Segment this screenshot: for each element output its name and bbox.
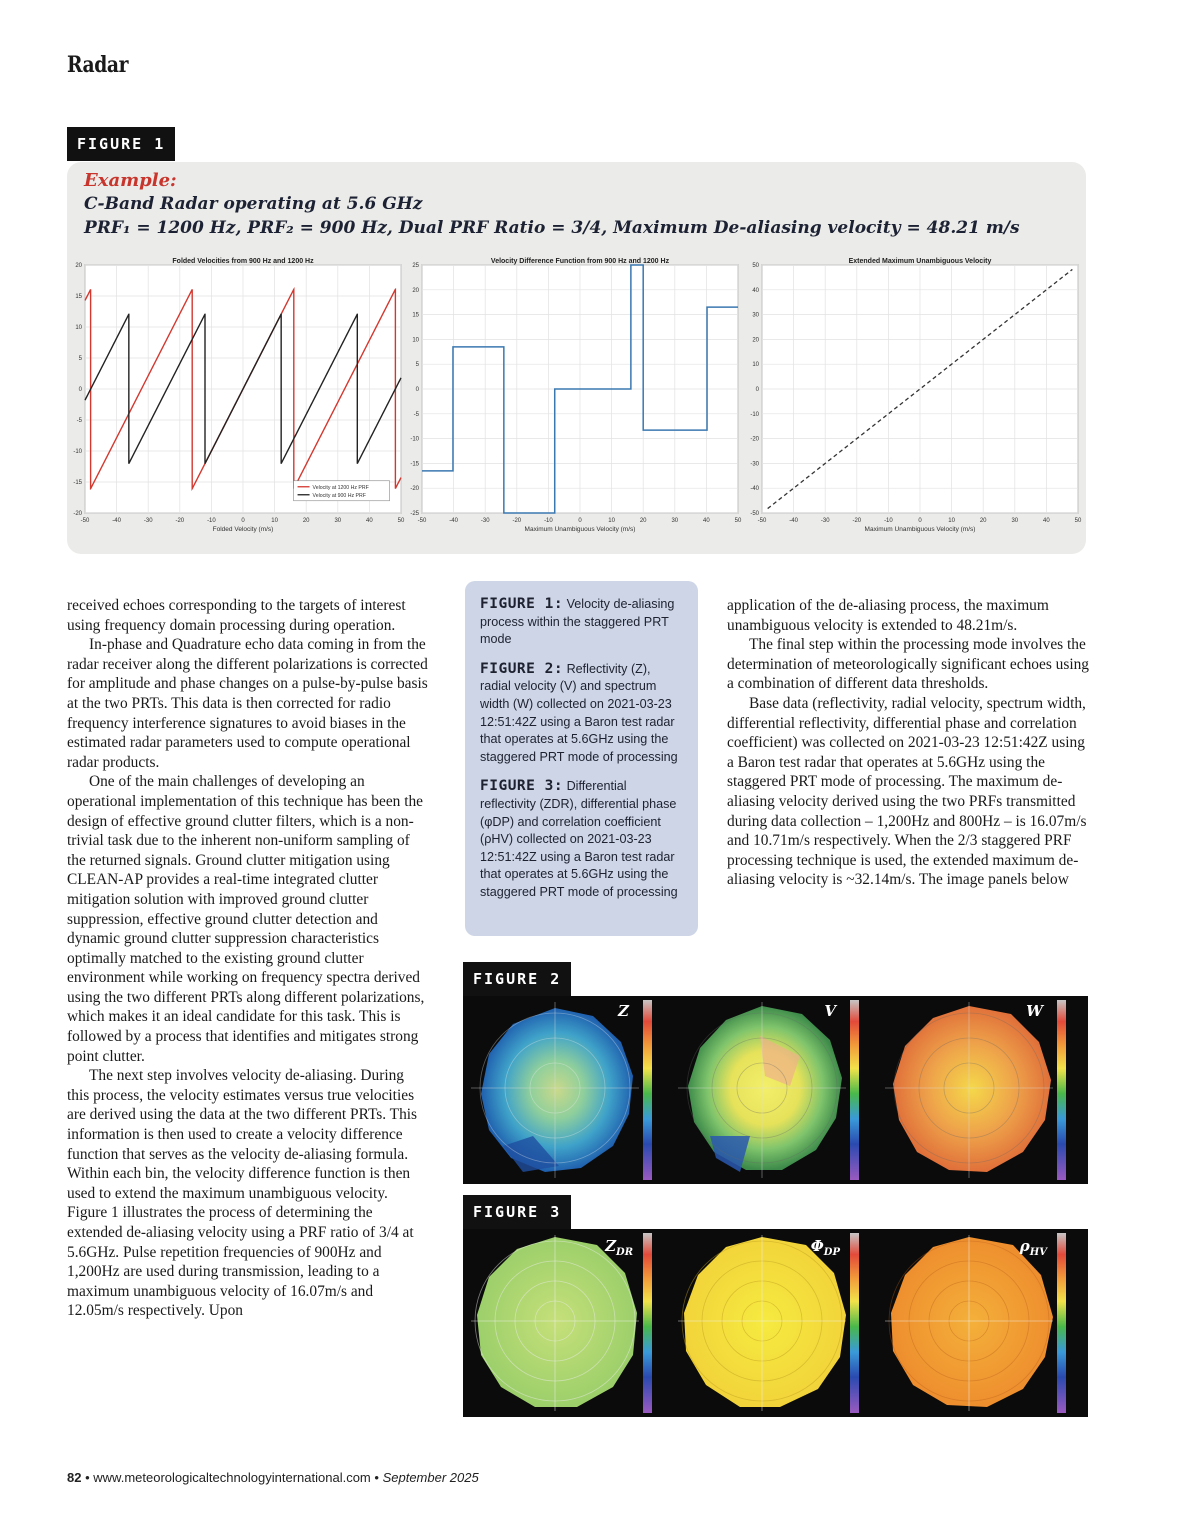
radar-panel-rhohv: [885, 1233, 1066, 1413]
caption-label: FIGURE 1:: [480, 596, 564, 612]
y-tick-label: -5: [76, 418, 82, 424]
caption-text: Reflectivity (Z), radial velocity (V) and spectrum width (W) collected on 2021-03-23 12:51:42Z using a Baron test radar that operates at 5.6GHz using the staggered PRT mode of processing: [480, 661, 678, 764]
x-tick-label: -40: [789, 518, 798, 524]
section-heading: Radar: [67, 52, 129, 78]
panel-label-zdr-sub: DR: [616, 1247, 633, 1258]
x-axis-label: Folded Velocity (m/s): [212, 526, 274, 533]
radar-panel-zdr: [471, 1233, 652, 1413]
panel-label-w: W: [1026, 1002, 1043, 1020]
x-tick-label: 0: [918, 518, 922, 524]
y-tick-label: 20: [75, 263, 82, 269]
x-tick-label: 0: [241, 518, 245, 524]
x-axis-label: Maximum Unambiguous Velocity (m/s): [524, 526, 636, 533]
panel-label-phidp-sub: DP: [823, 1247, 840, 1258]
y-tick-label: 0: [415, 387, 419, 393]
x-tick-label: 50: [397, 518, 405, 524]
x-tick-label: 10: [608, 518, 615, 524]
paragraph: One of the main challenges of developing an operational implementation of this technique has been the design of effective ground clutter filters, which is a non-trivial task due to the inherent non-uniform sampling of the returned signals. Ground clutter mitigation using CLEAN-AP provides a real-time integrated clutter mitigation solution with improved ground clutter suppression, effective ground clutter detection and dynamic ground clutter suppression characteristics optimally matched to the existing ground clutter environment while working on frequency spectra derived using the two different PRTs along different polarizations, which makes it an ideal candidate for this task. This is followed by a process that identifies and mitigates strong point clutter.: [67, 773, 425, 1065]
x-tick-label: -20: [852, 518, 862, 524]
legend-label-1200hz: Velocity at 1200 Hz PRF: [312, 484, 369, 491]
y-tick-label: -50: [750, 511, 759, 517]
x-tick-label: 50: [1074, 518, 1082, 524]
x-tick-label: -30: [143, 518, 153, 524]
x-tick-label: -10: [544, 518, 553, 524]
caption-figure3: [480, 778, 684, 901]
paragraph: The next step involves velocity de-aliasing. During this process, the velocity estimates versus true velocities are derived using the data at the two different PRTs. This information is then used to create a velocity difference function that serves as the velocity de-aliasing formula. Within each bin, the velocity difference function is then used to extend the maximum unambiguous velocity. Figure 1 illustrates the process of determining the extended de-aliasing velocity using a PRF ratio of 3/4 at 5.6GHz. Pulse repetition frequencies of 900Hz and 1,200Hz are used during transmission, leading to a maximum unambiguous velocity of 16.07m/s and 12.05m/s respectively. Upon: [67, 1067, 418, 1320]
figure2-tag: FIGURE 2: [463, 962, 571, 996]
x-tick-label: -40: [112, 518, 121, 524]
panel-label-phidp-main: Φ: [810, 1237, 824, 1255]
panel-label-rhohv: [1019, 1237, 1048, 1258]
x-tick-label: -20: [512, 518, 522, 524]
panel-label-zdr: [604, 1237, 633, 1258]
y-tick-label: -10: [410, 436, 419, 443]
chart-title: Velocity Difference Function from 900 Hz and 1200 Hz: [490, 258, 670, 265]
legend-label-900hz: Velocity at 900 Hz PRF: [312, 492, 366, 499]
y-tick-label: 20: [752, 337, 759, 344]
figure3-tag: FIGURE 3: [463, 1195, 571, 1229]
x-tick-label: 40: [703, 518, 710, 524]
x-tick-label: 10: [948, 518, 955, 524]
x-tick-label: 40: [1043, 518, 1050, 524]
x-tick-label: 10: [271, 518, 278, 524]
folded-velocity-chart: [67, 254, 412, 544]
extended-velocity-chart: [744, 254, 1086, 544]
radar-panel-w: [885, 1000, 1066, 1180]
y-tick-label: 5: [78, 356, 82, 362]
x-tick-label: -30: [480, 518, 490, 524]
figure1-panel: [67, 162, 1086, 554]
x-tick-label: 20: [302, 518, 310, 524]
y-tick-label: -30: [750, 461, 759, 468]
radar-panel-v: [678, 1000, 859, 1180]
y-tick-label: -5: [413, 411, 419, 418]
caption-text: Differential reflectivity (ZDR), differential phase (φDP) and correlation coefficient (ρHV) collected on 2021-03-23 12:51:42Z using a Baron test radar that operates at 5.6GHz using the staggered PRT mode of processing: [480, 779, 678, 899]
x-tick-label: 30: [671, 518, 679, 524]
x-tick-label: 30: [334, 518, 342, 524]
y-tick-label: -15: [410, 461, 419, 468]
caption-box: [465, 581, 698, 936]
y-tick-label: 40: [752, 287, 759, 294]
y-tick-label: 20: [412, 287, 419, 294]
caption-label: FIGURE 3:: [480, 778, 564, 795]
y-tick-label: -40: [750, 486, 759, 493]
radar-panel-z: [471, 1000, 652, 1180]
y-tick-label: 25: [412, 263, 419, 269]
panel-label-v: V: [824, 1002, 836, 1020]
y-tick-label: 0: [78, 387, 82, 393]
x-axis-label: Maximum Unambiguous Velocity (m/s): [864, 526, 976, 533]
x-tick-label: -10: [884, 518, 893, 524]
y-tick-label: 15: [412, 312, 419, 319]
body-text-left: [67, 596, 429, 1321]
paragraph: In-phase and Quadrature echo data coming in from the radar receiver along the different polarizations is corrected for amplitude and phase changes on a pulse-by-pulse basis at the two PRTs. This data is then corrected for radio frequency interference signatures to avoid biases in the estimated radar parameters used to compute operational radar products.: [67, 636, 428, 771]
x-tick-label: 20: [639, 518, 647, 524]
page-footer: [67, 1470, 479, 1485]
panel-label-rhohv-sub: HV: [1029, 1247, 1047, 1258]
footer-separator: •: [374, 1470, 379, 1485]
paragraph: The final step within the processing mode involves the determination of meteorologically significant echoes using a combination of different data thresholds.: [727, 636, 1090, 693]
y-tick-label: -10: [73, 449, 82, 455]
example-label: Example:: [84, 170, 177, 191]
figure3-radar-panels: [463, 1229, 1088, 1417]
y-tick-label: -20: [73, 511, 82, 517]
x-tick-label: -30: [820, 518, 830, 524]
example-band-line: C-Band Radar operating at 5.6 GHz: [84, 194, 423, 214]
panel-label-phidp: [811, 1237, 841, 1258]
chart-title: Folded Velocities from 900 Hz and 1200 Hz: [172, 258, 314, 265]
y-tick-label: 30: [752, 312, 759, 319]
y-tick-label: 10: [752, 362, 759, 369]
caption-label: FIGURE 2:: [480, 660, 564, 677]
x-tick-label: -10: [207, 518, 216, 524]
x-tick-label: -20: [175, 518, 185, 524]
x-tick-label: -50: [80, 518, 90, 524]
y-tick-label: -25: [410, 511, 419, 517]
page-number: 82: [67, 1470, 82, 1485]
panel-label-rhohv-main: ρ: [1019, 1237, 1030, 1255]
footer-separator: •: [85, 1470, 90, 1485]
paragraph: Base data (reflectivity, radial velocity, spectrum width, differential reflectivity, differential phase and correlation coefficient) was collected on 2021-03-23 12:51:42Z using a Baron test radar that operates at 5.6GHz using the staggered PRT mode of processing. The maximum de-aliasing velocity derived using the two PRFs transmitted during data collection – 1,200Hz and 800Hz – is 16.07m/s and 10.71m/s respectively. When the 2/3 staggered PRF processing technique is used, the extended maximum de-aliasing velocity is ~32.14m/s. The image panels below: [727, 694, 1087, 889]
x-tick-label: 50: [734, 518, 742, 524]
x-tick-label: 0: [578, 518, 582, 524]
footer-date: September 2025: [382, 1470, 479, 1485]
figure1-tag: FIGURE 1: [67, 127, 175, 161]
y-tick-label: 10: [75, 325, 82, 331]
velocity-difference-chart: [404, 254, 749, 544]
x-tick-label: -40: [449, 518, 458, 524]
y-tick-label: -15: [73, 480, 82, 486]
y-tick-label: 50: [752, 263, 759, 269]
paragraph: received echoes corresponding to the targets of interest using frequency domain processing during operation.: [67, 597, 406, 634]
y-tick-label: -20: [750, 436, 759, 443]
panel-label-z: Z: [618, 1002, 629, 1020]
caption-text: Velocity de-aliasing process within the staggered PRT mode: [480, 597, 675, 647]
x-tick-label: 40: [366, 518, 373, 524]
y-tick-label: 0: [755, 387, 759, 393]
x-tick-label: -50: [757, 518, 767, 524]
y-tick-label: -10: [750, 411, 759, 418]
radar-panel-phidp: [678, 1233, 859, 1413]
x-tick-label: -50: [417, 518, 427, 524]
example-prf-line: PRF₁ = 1200 Hz, PRF₂ = 900 Hz, Dual PRF Ratio = 3/4, Maximum De-aliasing velocity = 48.21 m/s: [84, 218, 1020, 238]
y-tick-label: 5: [415, 362, 419, 369]
x-tick-label: 20: [979, 518, 987, 524]
panel-label-zdr-main: Z: [605, 1237, 617, 1255]
footer-url: www.meteorologicaltechnologyinternational.com: [93, 1470, 371, 1485]
figure2-radar-panels: [463, 996, 1088, 1184]
body-text-right: [727, 596, 1089, 890]
y-tick-label: 10: [412, 337, 419, 344]
x-tick-label: 30: [1011, 518, 1019, 524]
chart-title: Extended Maximum Unambiguous Velocity: [848, 258, 992, 265]
caption-figure1: [480, 596, 684, 649]
y-tick-label: -20: [410, 486, 419, 493]
paragraph: application of the de-aliasing process, the maximum unambiguous velocity is extended to 48.21m/s.: [727, 597, 1049, 634]
caption-figure2: [480, 661, 684, 767]
y-tick-label: 15: [75, 294, 82, 300]
